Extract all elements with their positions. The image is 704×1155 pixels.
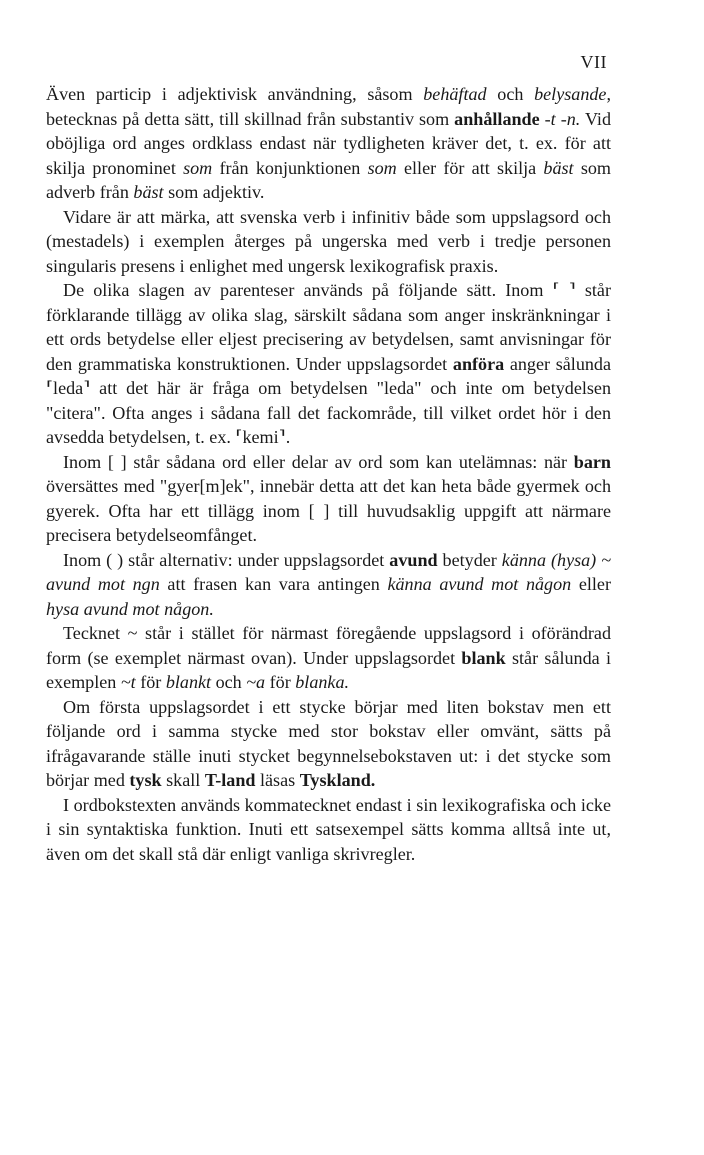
text-run: barn (573, 451, 611, 472)
paragraph-tilde (46, 621, 611, 695)
text-run: I ordbokstexten används kommatecknet endast i sin lexikografiska och icke i sin syntaktiska funktion. Inuti ett satsexempel sätts komma alltså inte ut, även om det skall stå där enligt vanliga skrivregler. (46, 794, 611, 864)
text-run: eller (571, 574, 611, 594)
text-run: betyder (437, 549, 502, 570)
text-run: hysa avund mot någon. (46, 598, 214, 619)
text-run: anhållande (454, 108, 540, 129)
text-run: Även particip i adjektivisk användning, såsom (46, 84, 424, 104)
text-run: läsas (255, 770, 300, 790)
text-run: eller för att skilja (396, 157, 544, 178)
text-run: bäst (133, 182, 164, 202)
text-run: belysande (534, 84, 607, 104)
text-run: , betecknas på detta sätt, till skillnad från substantiv som (46, 84, 611, 129)
text-run: och (211, 672, 247, 692)
text-run: för (135, 672, 166, 692)
text-run: De olika slagen av parenteser används på följande sätt. Inom ⸢ ⸣ står förklarande tillägg av olika slag, särskilt sådana som anger inskränkningar i ett ords betydelse eller eljest precisering av betydelsen, samt anvisningar för den grammatiska konstruktionen. Under uppslagsordet (46, 280, 611, 374)
text-run: att frasen kan vara antingen (159, 574, 388, 594)
text-run: Inom [ ] står sådana ord eller delar av ord som kan utelämnas: när (63, 451, 574, 472)
text-run: som adjektiv. (163, 182, 265, 202)
text-run: Inom ( ) står alternativ: under uppslagsordet (63, 549, 390, 570)
text-run: Vid oböjliga ord anges ordklass endast när tydligheten kräver det, t. ex. för att skilja pronominet (46, 108, 612, 178)
paragraph-brackets-explanatory (46, 278, 611, 450)
paragraph-brackets-omit (46, 450, 611, 548)
paragraph-comma (46, 793, 611, 867)
text-run: anföra (452, 353, 505, 374)
text-run: bäst (543, 157, 574, 178)
text-run: anger sålunda ⸢leda⸣ att det här är fråga om betydelsen "leda" och inte om betydelsen "citera". Ofta anges i sådana fall det fackområde, till vilket ordet hör i den avsedda betydelsen, t. ex. ⸢kemi⸣. (46, 353, 612, 447)
text-run: för (265, 672, 296, 692)
text-run: tysk (129, 770, 162, 790)
text-run: känna avund mot någon (387, 574, 572, 594)
text-run: Vidare är att märka, att svenska verb i infinitiv både som uppslagsord och (mestadels) i exemplen återges på ungerska med verb i tredje personen singularis presens i enlighet med ungersk lexikografisk praxis. (46, 206, 611, 276)
body-text (46, 82, 611, 866)
text-run: blankt (165, 672, 212, 692)
text-run: T-land (204, 770, 256, 790)
paragraph-participles (46, 82, 611, 205)
text-run: ~t (120, 672, 136, 692)
text-run: känna (hysa) ~ avund mot ngn (46, 549, 611, 594)
text-run: som (183, 157, 213, 178)
page-number: VII (580, 52, 607, 72)
text-run: Tyskland. (299, 770, 376, 790)
text-run: Om första uppslagsordet i ett stycke börjar med liten bokstav men ett följande ord i samma stycke med stor bokstav eller omvänt, sätts på ifrågavarande ställe inuti stycket begynnelsebokstaven ut: i det stycke som börjar med (46, 696, 611, 790)
text-run: behäftad (423, 84, 487, 104)
text-run: ~a (246, 672, 266, 692)
paragraph-brackets-alternative (46, 548, 611, 622)
text-run: och (486, 84, 535, 104)
text-run: Tecknet ~ står i stället för närmast föregående uppslagsord i oförändrad form (se exemplet närmast ovan). Under uppslagsordet (46, 623, 611, 668)
text-run: översättes med "gyer[m]ek", innebär detta att det kan heta både gyermek och gyerek. Ofta har ett tillägg inom [ ] till huvudsaklig uppgift att närmare precisera betydelseomfånget. (46, 476, 611, 545)
paragraph-capitals (46, 695, 611, 793)
text-run: skall (161, 770, 205, 790)
text-run: från konjunktionen (212, 157, 368, 178)
text-run: blanka. (295, 672, 350, 692)
text-run: -t -n. (544, 108, 581, 129)
paragraph-verbs (46, 205, 611, 279)
text-run: står sålunda i exemplen (46, 647, 611, 692)
text-run: som (367, 157, 397, 178)
text-run: som adverb från (46, 157, 611, 202)
text-run: avund (389, 549, 438, 570)
text-run: blank (461, 647, 506, 668)
